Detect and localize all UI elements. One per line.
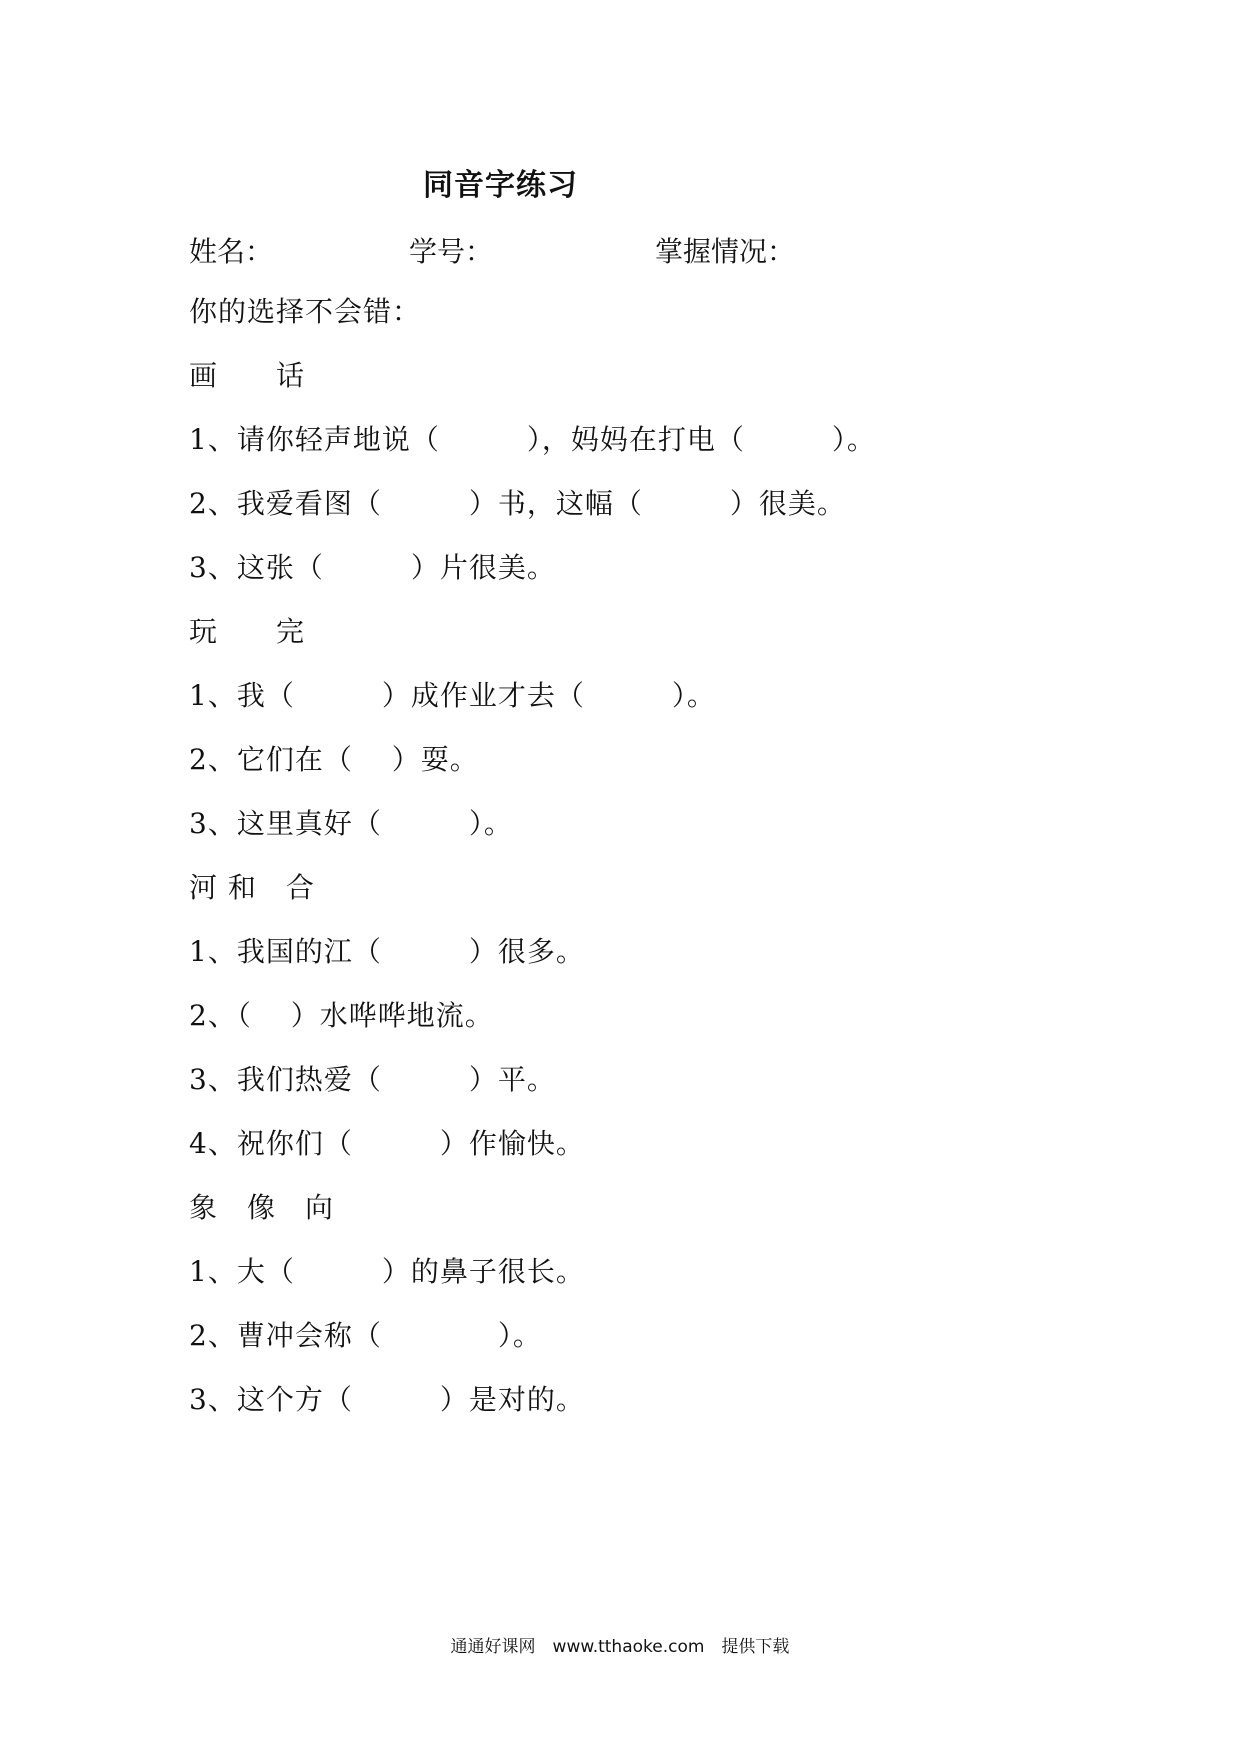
mastery-label: 掌握情况： <box>655 235 796 268</box>
page-title: 同音字练习 <box>423 168 578 203</box>
name-label: 姓名： <box>189 235 274 268</box>
footer-credit: 通通好课网 www.tthaoke.com 提供下载 <box>450 1637 790 1657</box>
group-heading: 画 话 <box>189 359 306 392</box>
exercise-item: 1、我国的江（ ）很多。 <box>189 935 585 968</box>
exercise-item: 2、它们在（ ）耍。 <box>189 743 479 776</box>
student-id-label: 学号： <box>409 235 494 268</box>
exercise-item: 4、祝你们（ ）作愉快。 <box>189 1127 585 1160</box>
group-heading: 象 像 向 <box>189 1191 335 1224</box>
exercise-item: 3、这里真好（ ）。 <box>189 807 513 840</box>
group-heading: 玩 完 <box>189 615 306 648</box>
exercise-item: 3、这个方（ ）是对的。 <box>189 1383 585 1416</box>
instruction: 你的选择不会错： <box>189 295 422 328</box>
exercise-item: 3、这张（ ）片很美。 <box>189 551 556 584</box>
exercise-item: 2、我爱看图（ ）书，这幅（ ）很美。 <box>189 487 846 520</box>
exercise-item: 2、（ ）水哗哗地流。 <box>189 999 494 1032</box>
exercise-item: 1、我（ ）成作业才去（ ）。 <box>189 679 716 712</box>
group-heading: 河 和 合 <box>189 871 315 904</box>
exercise-item: 3、我们热爱（ ）平。 <box>189 1063 556 1096</box>
exercise-item: 1、请你轻声地说（ ），妈妈在打电（ ）。 <box>189 423 876 456</box>
exercise-item: 2、曹冲会称（ ）。 <box>189 1319 542 1352</box>
exercise-item: 1、大（ ）的鼻子很长。 <box>189 1255 585 1288</box>
